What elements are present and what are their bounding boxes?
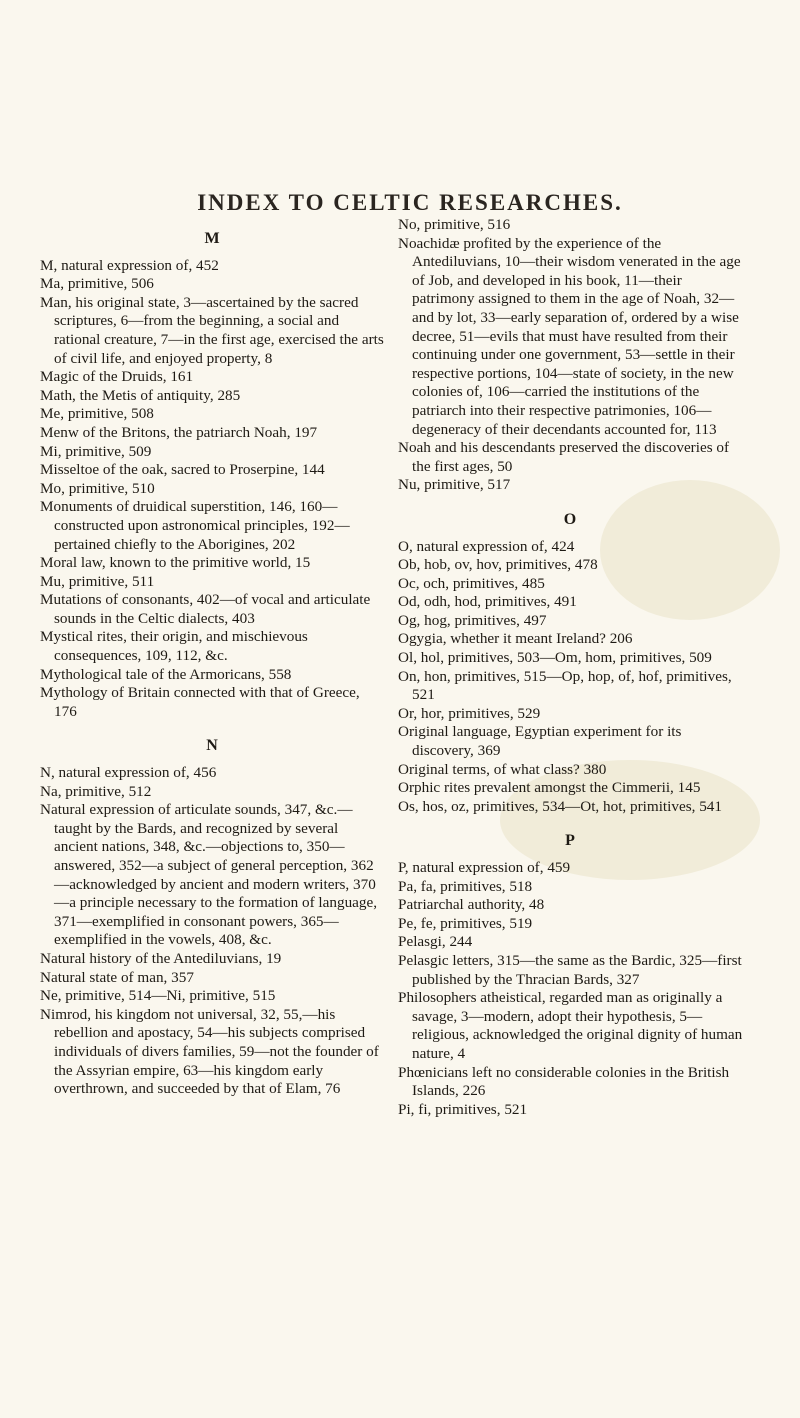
p-entries [398,859,743,1119]
index-entry: Og, hog, primitives, 497 [398,611,547,629]
index-entry: N, natural expression of, 456 [40,764,217,782]
index-entry: P, natural expression of, 459 [398,859,571,876]
index-entry: Mu, primitive, 511 [40,572,155,590]
index-entry: Nimrod, his kingdom not universal, 32, 55,—his rebellion and apostacy, 54—his subjects comprised individuals of divers families, 59—not the founder of the Assyrian empire, 63—his kingdom early overthrown, and succeeded by that of Elam, 76 [40,1005,379,1098]
index-entry: On, hon, primitives, 515—Op, hop, of, hof, primitives, 521 [398,667,732,704]
index-entry: Pa, fa, primitives, 518 [398,877,533,895]
index-entry: Mi, primitive, 509 [40,442,152,460]
index-entry: Mutations of consonants, 402—of vocal and articulate sounds in the Celtic dialects, 403 [40,591,371,627]
index-entry: Misseltoe of the oak, sacred to Proserpine, 144 [40,461,325,479]
index-entry: Os, hos, oz, primitives, 534—Ot, hot, primitives, 541 [398,797,722,815]
page-header: INDEX TO CELTIC RESEARCHES. [197,190,623,215]
index-entry: Philosophers atheistical, regarded man as originally a savage, 3—modern, adopt their hypothesis, 5—religious, acknowledged the original dignity of human nature, 4 [398,989,743,1062]
o-entries [398,538,743,817]
index-entry: Moral law, known to the primitive world, 15 [40,554,311,572]
index-entry: Pelasgic letters, 315—the same as the Bardic, 325—first published by the Thracian Bards, 327 [398,951,742,988]
index-entry: Natural state of man, 357 [40,968,194,986]
section-letter-m: M [204,230,221,247]
index-entry: Ol, hol, primitives, 503—Om, hom, primitives, 509 [398,649,712,667]
index-entry: Or, hor, primitives, 529 [398,704,541,722]
index-entry: Ne, primitive, 514—Ni, primitive, 515 [40,987,276,1005]
index-entry: Patriarchal authority, 48 [398,896,545,914]
index-entry: Pelasgi, 244 [398,933,473,951]
index-entry: Man, his original state, 3—ascertained by the sacred scriptures, 6—from the beginning, a social and rational creature, 7—in the first age, exercised the arts of civil life, and enjoyed property, 8 [40,293,384,367]
index-entry: Original terms, of what class? 380 [398,760,607,778]
index-entry: Na, primitive, 512 [40,782,152,800]
m-entries [40,257,385,722]
index-entry: Natural expression of articulate sounds, 347, &c.—taught by the Bards, and recognized by several ancient nations, 348, &c.—objections to, 350—answered, 352—a subject of general perception, 362—acknowledged by ancient and modern writers, 370—a principle necessary to the formation of language, 371—exemplified in consonant powers, 365—exemplified in the vowels, 408, &c. [40,801,378,949]
section-letter-o: O [563,510,578,528]
n-entries [40,764,385,1099]
index-entry: Orphic rites prevalent amongst the Cimmerii, 145 [398,779,701,797]
right-column [398,216,743,1119]
index-entry: Noah and his descendants preserved the discoveries of the first ages, 50 [398,439,730,475]
index-entry: Noachidæ profited by the experience of the Antediluvians, 10—their wisdom venerated in the age of Job, and developed in his book, 11—their patrimony assigned to them in the age of Noah, 32—and by lot, 33—early separation of, ordered by a wise decree, 51—evils that must have resulted from their continuing under one government, 53—settle in their respective portions, 104—state of society, in the new colonies of, 106—carried the institutions of the patriarch into their respective patrimonies, 106—degeneracy of their decendants accounted for, 113 [398,234,741,438]
index-entry: Me, primitive, 508 [40,405,154,423]
index-entry: O, natural expression of, 424 [398,537,575,555]
index-entry: Pi, fi, primitives, 521 [398,1100,528,1118]
index-entry: Oc, och, primitives, 485 [398,574,545,592]
index-entry: Mythology of Britain connected with that of Greece, 176 [40,684,360,720]
index-entry: Nu, primitive, 517 [398,476,511,494]
index-entry: Mo, primitive, 510 [40,479,155,497]
index-entry: Od, odh, hod, primitives, 491 [398,593,577,611]
index-entry: Original language, Egyptian experiment for its discovery, 369 [398,723,682,760]
index-entry: Monuments of druidical superstition, 146, 160—constructed upon astronomical principles, 192—pertained chiefly to the Aborigines, 202 [40,498,350,553]
index-entry: Math, the Metis of antiquity, 285 [40,386,241,404]
index-entry: M, natural expression of, 452 [40,256,219,274]
section-letter-p: P [565,832,576,850]
index-entry: Natural history of the Antediluvians, 19 [40,949,282,967]
index-entry: No, primitive, 516 [398,216,511,233]
index-entry: Ma, primitive, 506 [40,275,154,293]
index-entry: Mythological tale of the Armoricans, 558 [40,665,292,683]
index-entry: Phœnicians left no considerable colonies in the British Islands, 226 [398,1063,730,1100]
index-entry: Menw of the Britons, the patriarch Noah, 197 [40,423,318,441]
n-entries-continued [398,216,743,495]
left-column [40,228,385,1099]
index-entry: Ogygia, whether it meant Ireland? 206 [398,630,633,648]
index-entry: Ob, hob, ov, hov, primitives, 478 [398,556,598,574]
section-letter-n: N [206,737,219,755]
index-entry: Pe, fe, primitives, 519 [398,914,533,932]
index-entry: Magic of the Druids, 161 [40,368,194,386]
index-entry: Mystical rites, their origin, and mischievous consequences, 109, 112, &c. [40,628,308,665]
